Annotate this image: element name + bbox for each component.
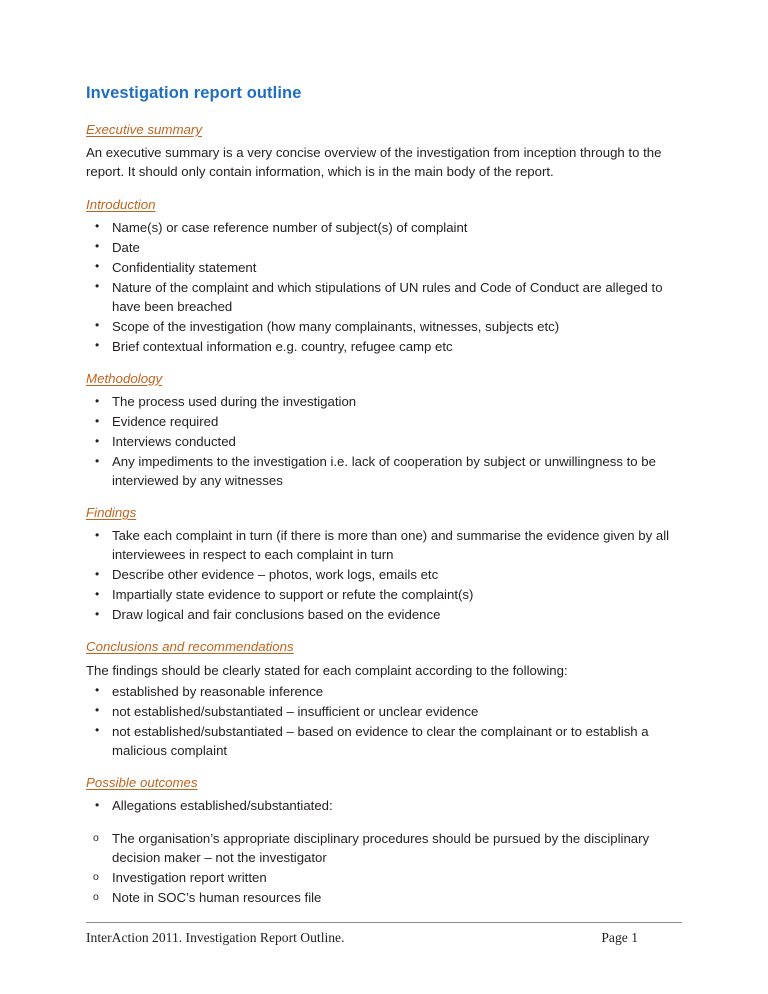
footer-row — [86, 930, 682, 946]
list-item: • Allegations established/substantiated: — [86, 796, 682, 815]
list-item: • not established/substantiated – based on evidence to clear the complainant or to establish a malicious complaint — [86, 722, 682, 760]
list-item: • Scope of the investigation (how many complainants, witnesses, subjects etc) — [86, 317, 682, 336]
list-item: • Name(s) or case reference number of subject(s) of complaint — [86, 218, 682, 237]
bullet-list-methodology — [86, 392, 682, 490]
list-item: • The process used during the investigation — [86, 392, 682, 411]
page-title: Investigation report outline — [86, 84, 302, 102]
bullet-list-introduction — [86, 218, 682, 356]
section-heading-methodology: Methodology — [86, 370, 163, 386]
list-item: • not established/substantiated – insufficient or unclear evidence — [86, 702, 682, 721]
document-body — [86, 84, 682, 911]
list-item: • Draw logical and fair conclusions based on the evidence — [86, 605, 682, 624]
section-paragraph-conclusions: The findings should be clearly stated for each complaint according to the following: — [86, 662, 568, 678]
section-introduction — [86, 196, 682, 356]
list-item: o The organisation’s appropriate disciplinary procedures should be pursued by the disciplinary decision maker – not the investigator — [86, 829, 682, 867]
bullet-list-findings — [86, 526, 682, 624]
list-item: • Interviews conducted — [86, 432, 682, 451]
list-item: • Describe other evidence – photos, work logs, emails etc — [86, 565, 682, 584]
section-findings — [86, 504, 682, 624]
list-item: • Any impediments to the investigation i.e. lack of cooperation by subject or unwillingness to be interviewed by any witnesses — [86, 452, 682, 490]
list-item: o Investigation report written — [86, 868, 682, 887]
list-item: • Evidence required — [86, 412, 682, 431]
list-item: • Nature of the complaint and which stipulations of UN rules and Code of Conduct are alleged to have been breached — [86, 278, 682, 316]
list-item: • established by reasonable inference — [86, 682, 682, 701]
footer-divider — [86, 922, 682, 923]
page-footer — [86, 922, 682, 946]
list-item: • Take each complaint in turn (if there is more than one) and summarise the evidence given by all interviewees in respect to each complaint in turn — [86, 526, 682, 564]
section-possible-outcomes — [86, 774, 682, 907]
list-item: • Date — [86, 238, 682, 257]
section-conclusions-and-recommendations — [86, 638, 682, 759]
page-number: Page 1 — [601, 930, 638, 945]
bullet-list-possible-outcomes — [86, 796, 682, 815]
section-heading-introduction: Introduction — [86, 196, 156, 212]
sub-bullet-list-possible-outcomes — [86, 829, 682, 907]
section-heading-conclusions-and-recommendations: Conclusions and recommendations — [86, 639, 294, 655]
list-item: • Confidentiality statement — [86, 258, 682, 277]
bullet-list-conclusions — [86, 682, 682, 760]
section-methodology — [86, 370, 682, 490]
section-executive-summary — [86, 121, 682, 182]
section-heading-possible-outcomes: Possible outcomes — [86, 774, 198, 790]
section-heading-findings: Findings — [86, 505, 137, 521]
list-item: o Note in SOC’s human resources file — [86, 888, 682, 907]
section-heading-executive-summary: Executive summary — [86, 121, 203, 137]
footer-attribution: InterAction 2011. Investigation Report Outline. — [86, 930, 345, 945]
list-item: • Brief contextual information e.g. country, refugee camp etc — [86, 337, 682, 356]
section-paragraph-executive-summary: An executive summary is a very concise overview of the investigation from inception through to the report. It should only contain information, which is in the main body of the report. — [86, 145, 662, 180]
list-item: • Impartially state evidence to support or refute the complaint(s) — [86, 585, 682, 604]
